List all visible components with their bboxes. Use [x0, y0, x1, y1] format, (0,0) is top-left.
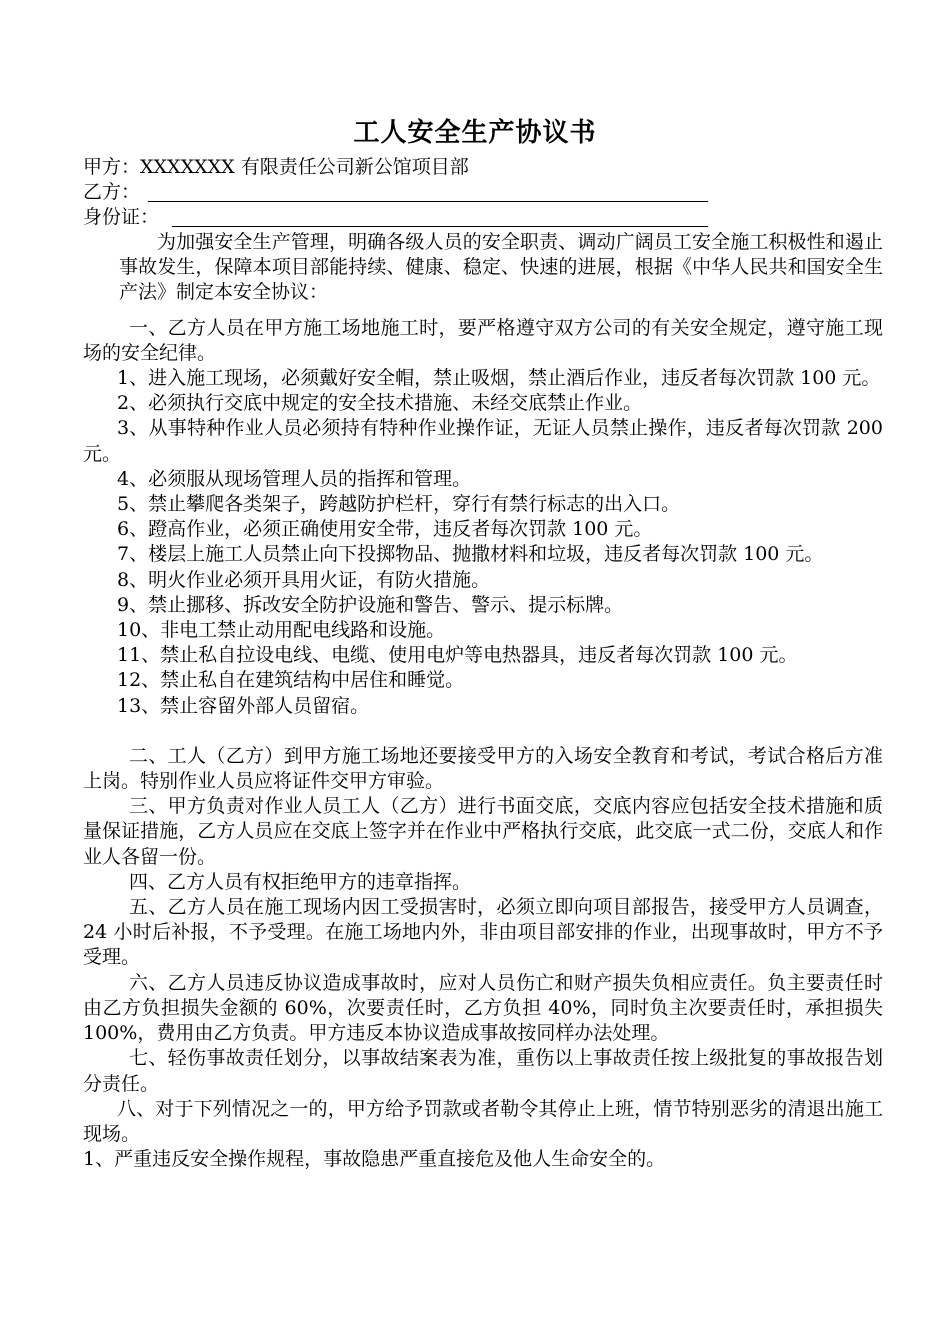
- rule-item: 6、蹬高作业，必须正确使用安全带，违反者每次罚款 100 元。: [117, 518, 653, 541]
- intro-paragraph: 为加强安全生产管理，明确各级人员的安全职责、调动广阔员工安全施工积极性和遏止事故发生，保障本项目部能持续、健康、稳定、快速的进展，根据《中华人民共和国安全生产法》制定本安全协议：: [119, 231, 883, 304]
- section-8-item: 1、严重违反安全操作规程，事故隐患严重直接危及他人生命安全的。: [83, 1148, 666, 1171]
- section-6: 六、乙方人员违反协议造成事故时，应对人员伤亡和财产损失负相应责任。负主要责任时由乙方负担损失金额的 60%，次要责任时，乙方负担 40%，同时负主次要责任时，承担损失 100%，费用由乙方负责。甲方违反本协议造成事故按同样办法处理。: [83, 971, 883, 1045]
- rule-item: 7、楼层上施工人员禁止向下投掷物品、抛撒材料和垃圾，违反者每次罚款 100 元。: [117, 543, 824, 566]
- rule-item: 1、进入施工现场，必须戴好安全帽，禁止吸烟，禁止酒后作业，违反者每次罚款 100 元。: [117, 367, 881, 390]
- rule-item: 4、必须服从现场管理人员的指挥和管理。: [117, 467, 472, 490]
- rule-item: 11、禁止私自拉设电线、电缆、使用电炉等电热器具，违反者每次罚款 100 元。: [117, 644, 798, 667]
- rule-item: 3、从事特种作业人员必须持有特种作业操作证，无证人员禁止操作，违反者每次罚款 200 元。: [83, 417, 883, 465]
- rule-item: 13、禁止容留外部人员留宿。: [117, 694, 370, 717]
- section-2: 二、工人（乙方）到甲方施工场地还要接受甲方的入场安全教育和考试，考试合格后方准上岗。特别作业人员应将证件交甲方审验。: [83, 744, 883, 793]
- id-label: 身份证：: [83, 206, 160, 228]
- rule-item: 5、禁止攀爬各类架子，跨越防护栏杆，穿行有禁行标志的出入口。: [117, 493, 681, 516]
- rule-item: 9、禁止挪移、拆改安全防护设施和警告、警示、提示标牌。: [117, 593, 624, 616]
- section-3: 三、甲方负责对作业人员工人（乙方）进行书面交底，交底内容应包括安全技术措施和质量保证措施，乙方人员应在交底上签字并在作业中严格执行交底，此交底一式二份，交底人和作业人各留一份。: [83, 795, 883, 868]
- section-1-heading: 一、乙方人员在甲方施工场地施工时，要严格遵守双方公司的有关安全规定，遵守施工现场的安全纪律。: [83, 316, 883, 364]
- rule-item: 12、禁止私自在建筑结构中居住和睡觉。: [117, 669, 465, 692]
- party-b-label: 乙方：: [83, 181, 141, 203]
- party-b-blank-line[interactable]: [148, 201, 708, 202]
- section-7: 七、轻伤事故责任划分，以事故结案表为准，重伤以上事故责任按上级批复的事故报告划分责任。: [83, 1047, 883, 1095]
- document-title: 工人安全生产协议书: [353, 118, 597, 148]
- section-5: 五、乙方人员在施工现场内因工受损害时，必须立即向项目部报告，接受甲方人员调查，24 小时后补报，不予受理。在施工场地内外，非由项目部安排的作业，出现事故时，甲方不予受理。: [83, 896, 883, 969]
- rule-item: 8、明火作业必须开具用火证，有防火措施。: [117, 568, 491, 591]
- id-blank-line[interactable]: [172, 226, 708, 227]
- rule-item: 2、必须执行交底中规定的安全技术措施、未经交底禁止作业。: [117, 392, 643, 415]
- section-8: 八、对于下列情况之一的，甲方给予罚款或者勒令其停止上班，情节特别恶劣的清退出施工现场。: [83, 1097, 883, 1145]
- rule-item: 10、非电工禁止动用配电线路和设施。: [117, 619, 446, 642]
- section-4: 四、乙方人员有权拒绝甲方的违章指挥。: [129, 870, 472, 893]
- agreement-body: [83, 230, 883, 1172]
- party-a-line: 甲方：XXXXXXX 有限责任公司新公馆项目部: [83, 156, 469, 178]
- blank-line: [83, 719, 883, 744]
